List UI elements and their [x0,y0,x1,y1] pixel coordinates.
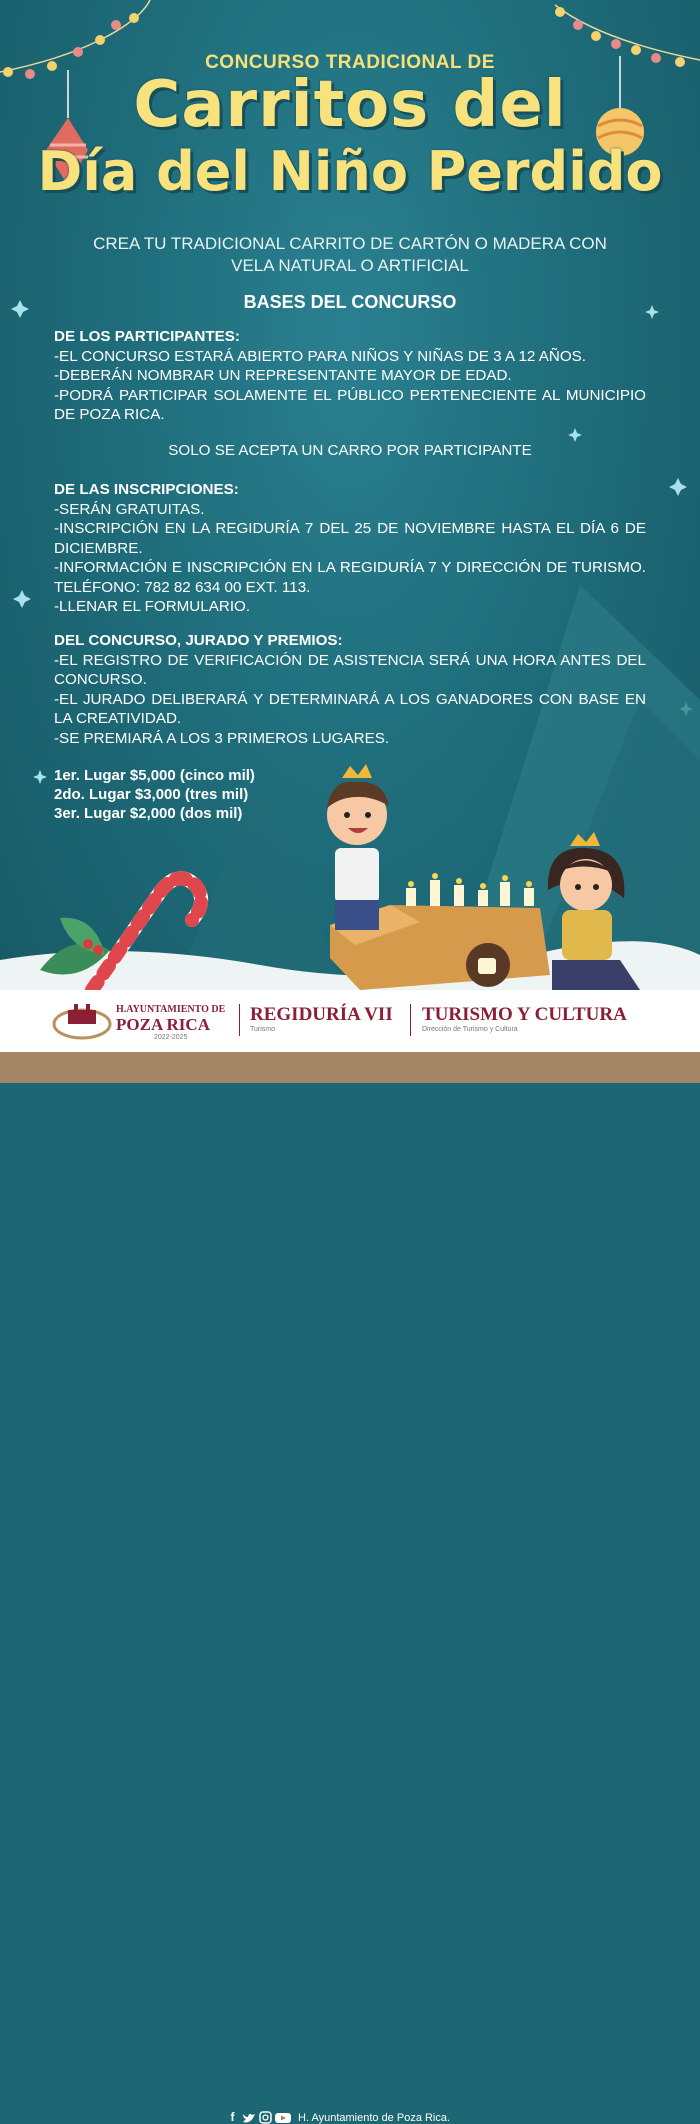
header-subtitle: CONCURSO TRADICIONAL DE [205,52,495,73]
turismo-subtitle: Dirección de Turismo y Cultura [422,1026,518,1033]
prizes-list [54,766,255,823]
intro-text [40,233,660,277]
social-handle[interactable]: H. Ayuntamiento de Poza Rica. [298,2111,451,2124]
section-title: DE LOS PARTICIPANTES: [54,328,240,345]
title-line-2: Día del Niño Perdido [37,140,663,203]
bases-title: BASES DEL CONCURSO [243,292,457,312]
rule-line: -SERÁN GRATUITAS. [54,500,205,518]
ayuntamiento-logo-icon [52,1000,112,1040]
turismo-title: TURISMO Y CULTURA [422,1004,627,1025]
rule-line: -SE PREMIARÁ A LOS 3 PRIMEROS LUGARES. [54,729,390,747]
section-inscripciones [54,480,646,617]
footer-logos [0,990,700,1052]
intro-line-1: CREA TU TRADICIONAL CARRITO DE CARTÓN O MADERA CON [93,234,607,253]
instagram-icon[interactable] [259,2111,272,2124]
regiduria-title: REGIDURÍA VII [250,1004,393,1025]
prize-item: 2do. Lugar $3,000 (tres mil) [54,786,249,803]
rule-line: -EL CONCURSO ESTARÁ ABIERTO PARA NIÑOS Y NIÑAS DE 3 A 12 AÑOS. [54,347,587,365]
title-line-1: Carritos del [133,68,567,142]
divider [410,1004,411,1036]
prize-item: 1er. Lugar $5,000 (cinco mil) [54,767,255,784]
ayuntamiento-top: H.AYUNTAMIENTO DE [116,1004,226,1015]
rule-line: -LLENAR EL FORMULARIO. [54,598,251,615]
prize-item: 3er. Lugar $2,000 (dos mil) [54,805,243,822]
rule-line: -EL JURADO DELIBERARÁ Y DETERMINARÁ A LOS GANADORES CON BASE EN LA CREATIVIDAD. [54,690,646,727]
twitter-icon[interactable] [242,2112,256,2124]
section-participantes [54,327,646,425]
ayuntamiento-years: 2022-2025 [154,1034,188,1041]
rule-line: -DEBERÁN NOMBRAR UN REPRESENTANTE MAYOR DE EDAD. [54,367,512,384]
rule-line: -INFORMACIÓN E INSCRIPCIÓN EN LA REGIDURÍA 7 Y DIRECCIÓN DE TURISMO. TELÉFONO: 782 82 634 00 EXT. 113. [54,559,646,596]
section-concurso [54,631,646,748]
rule-line: -EL REGISTRO DE VERIFICACIÓN DE ASISTENCIA SERÁ UNA HORA ANTES DEL CONCURSO. [54,651,646,688]
divider [239,1004,240,1036]
social-bar [0,1052,700,2124]
facebook-icon[interactable]: f [230,2110,235,2124]
section-title: DE LAS INSCRIPCIONES: [54,481,239,498]
boy-illustration [327,764,389,930]
intro-line-2: VELA NATURAL O ARTIFICIAL [231,256,469,275]
youtube-icon[interactable] [275,2112,291,2124]
section-title: DEL CONCURSO, JURADO Y PREMIOS: [54,632,343,649]
rule-line: -PODRÁ PARTICIPAR SOLAMENTE EL PÚBLICO PERTENECIENTE AL MUNICIPIO DE POZA RICA. [54,386,646,423]
single-entry-note: SOLO SE ACEPTA UN CARRO POR PARTICIPANTE [168,442,532,459]
regiduria-subtitle: Turismo [250,1026,276,1033]
social-icons [226,2111,450,2124]
ayuntamiento-name: POZA RICA [116,1015,210,1034]
rule-line: -INSCRIPCIÓN EN LA REGIDURÍA 7 DEL 25 DE NOVIEMBRE HASTA EL DÍA 6 DE DICIEMBRE. [54,520,646,557]
